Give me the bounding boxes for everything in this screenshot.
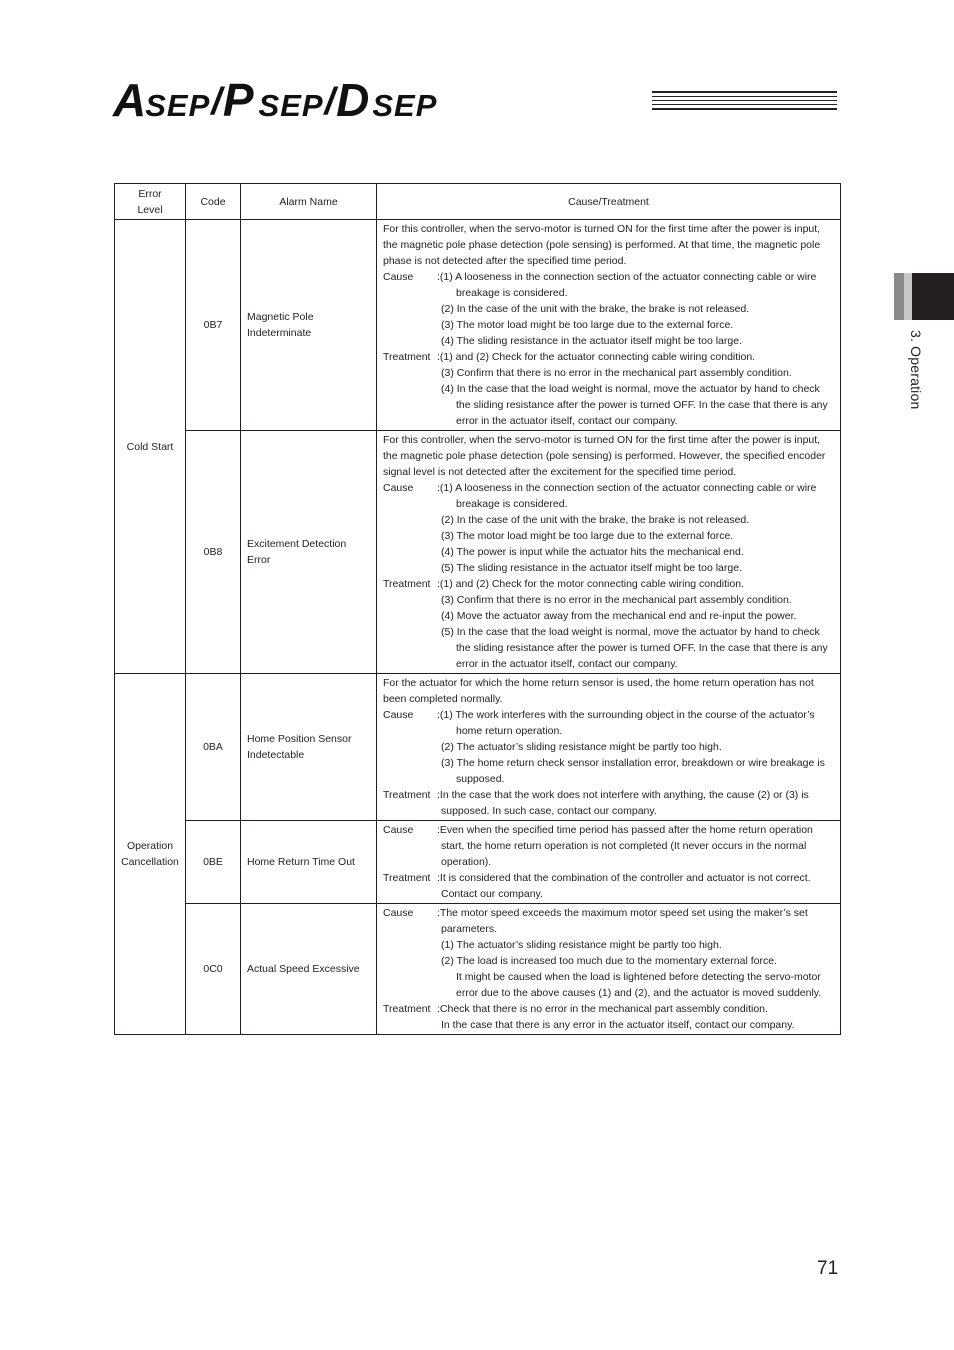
cause-group: Cause :(1) A looseness in the connection section of the actuator connecting cable or wire breakage is considered. (2) In the case of the unit with the brake, the brake is not released. (3) The motor load might be too large due to the external force. (4) The sliding resistance in the actuator itself might be too large. (383, 271, 817, 347)
code-cell: 0C0 (186, 904, 241, 1035)
cause-treatment-cell: For the actuator for which the home return sensor is used, the home return operation has not been completed normally. Cause :(1) The work interferes with the surrounding object in the course of the actuator’s home return operation. (2) The actuator’s sliding resistance might be partly too high. (3) The home return check sensor installation error, breakdown or wire breakage is supposed. Treatment :In the case that the work does not interfere with anything, the cause (2) or (3) is supposed. In such case, contact our company. (377, 674, 841, 821)
header-code: Code (186, 184, 241, 220)
chapter-tab-label: 3. Operation (908, 330, 924, 410)
cause-group: Cause :(1) The work interferes with the surrounding object in the course of the actuator’s home return operation. (2) The actuator’s sliding resistance might be partly too high. (3) The home return check sensor installation error, breakdown or wire breakage is supposed. (383, 709, 825, 785)
cause-treatment-cell (377, 821, 841, 904)
alarm-name-cell: Home Position Sensor Indetectable (241, 674, 377, 821)
code-cell: 0B8 (186, 431, 241, 674)
table-row (115, 904, 841, 1035)
alarm-name-cell: Home Return Time Out (241, 821, 377, 904)
treatment-group: Treatment :Check that there is no error in the mechanical part assembly condition. In the case that there is any error in the actuator itself, contact our company. (383, 1003, 795, 1031)
cause-treatment-cell (377, 904, 841, 1035)
logo-slash-1: / (211, 81, 222, 123)
code-cell: 0B7 (186, 220, 241, 431)
treatment-group: Treatment :(1) and (2) Check for the motor connecting cable wiring condition. (3) Confirm that there is no error in the mechanical part assembly condition. (4) Move the actuator away from the mechanical end and re-input the power. (5) In the case that the load weight is normal, move the actuator by hand to check the sliding resistance after the power is turned OFF. In the case that there is any error in the actuator itself, contact our company. (383, 578, 828, 670)
treatment-group: Treatment :It is considered that the combination of the controller and actuator is not correct. Contact our company. (383, 872, 811, 900)
page-number: 71 (817, 1258, 839, 1279)
cause-group: Cause :(1) A looseness in the connection section of the actuator connecting cable or wire breakage is considered. (2) In the case of the unit with the brake, the brake is not released. (3) The motor load might be too large due to the external force. (4) The power is input while the actuator hits the mechanical end. (5) The sliding resistance in the actuator itself might be too large. (383, 482, 817, 574)
code-cell: 0BA (186, 674, 241, 821)
table-row (115, 220, 841, 431)
header-alarm-name: Alarm Name (241, 184, 377, 220)
logo-rule-lines (652, 91, 837, 113)
cause-group: Cause :Even when the specified time period has passed after the home return operation start, the home return operation is not completed (It never occurs in the normal operation). (383, 824, 813, 868)
product-logo (113, 74, 438, 126)
logo-sep-2: SEP (258, 88, 324, 123)
alarm-table (114, 183, 841, 1035)
error-level-cell: Operation Cancellation (115, 674, 186, 1035)
logo-sep-1: SEP (145, 88, 211, 123)
header-error-level: Error Level (115, 184, 186, 220)
table-row (115, 431, 841, 674)
logo-letter-d: D (336, 74, 369, 126)
alarm-name-cell: Excitement Detection Error (241, 431, 377, 674)
alarm-name-cell: Magnetic Pole Indeterminate (241, 220, 377, 431)
logo-letter-a: A (113, 74, 146, 126)
cause-treatment-cell: For this controller, when the servo-motor is turned ON for the first time after the power is input, the magnetic pole phase detection (pole sensing) is performed. However, the specified encoder signal level is not detected after the excitement for the specified time period. Cause :(1) A looseness in the connection section of the actuator connecting cable or wire breakage is considered. (2) In the case of the unit with the brake, the brake is not released. (3) The motor load might be too large due to the external force. (4) The power is input while the actuator hits the mechanical end. (5) The sliding resistance in the actuator itself might be too large. Treatment :(1) and (2) Check for the motor connecting cable wiring condition. (3) Confirm that there is no error in the mechanical part assembly condition. (4) Move the actuator away from the mechanical end and re-input the power. (5) In the case that the load weight is normal, move the actuator by hand to check the sliding resistance after the power is turned OFF. In the case that there is any error in the actuator itself, contact our company. (377, 431, 841, 674)
header-cause-treatment: Cause/Treatment (377, 184, 841, 220)
cause-group: Cause :The motor speed exceeds the maximum motor speed set using the maker’s set parameters. (1) The actuator’s sliding resistance might be partly too high. (2) The load is increased too much due to the momentary external force. It might be caused when the load is lightened before detecting the servo-motor error due to the above causes (1) and (2), and the actuator is moved suddenly. (383, 907, 822, 999)
chapter-tab-marker (894, 273, 954, 320)
logo-sep-3: SEP (372, 88, 438, 123)
treatment-group: Treatment :(1) and (2) Check for the actuator connecting cable wiring condition. (3) Confirm that there is no error in the mechanical part assembly condition. (4) In the case that the load weight is normal, move the actuator by hand to check the sliding resistance after the power is turned OFF. In the case that there is any error in the actuator itself, contact our company. (383, 351, 828, 427)
cause-treatment-cell: For this controller, when the servo-motor is turned ON for the first time after the power is input, the magnetic pole phase detection (pole sensing) is performed. At that time, the magnetic pole phase is not detected after the specified time period. Cause :(1) A looseness in the connection section of the actuator connecting cable or wire breakage is considered. (2) In the case of the unit with the brake, the brake is not released. (3) The motor load might be too large due to the external force. (4) The sliding resistance in the actuator itself might be too large. Treatment :(1) and (2) Check for the actuator connecting cable wiring condition. (3) Confirm that there is no error in the mechanical part assembly condition. (4) In the case that the load weight is normal, move the actuator by hand to check the sliding resistance after the power is turned OFF. In the case that there is any error in the actuator itself, contact our company. (377, 220, 841, 431)
table-header-row (115, 184, 841, 220)
alarm-name-cell: Actual Speed Excessive (241, 904, 377, 1035)
logo-letter-p: P (222, 74, 253, 126)
table-row (115, 674, 841, 821)
code-cell: 0BE (186, 821, 241, 904)
table-row (115, 821, 841, 904)
logo-slash-2: / (324, 81, 336, 123)
treatment-group: Treatment :In the case that the work does not interfere with anything, the cause (2) or (3) is supposed. In such case, contact our company. (383, 789, 809, 817)
error-level-cell: Cold Start (115, 220, 186, 674)
